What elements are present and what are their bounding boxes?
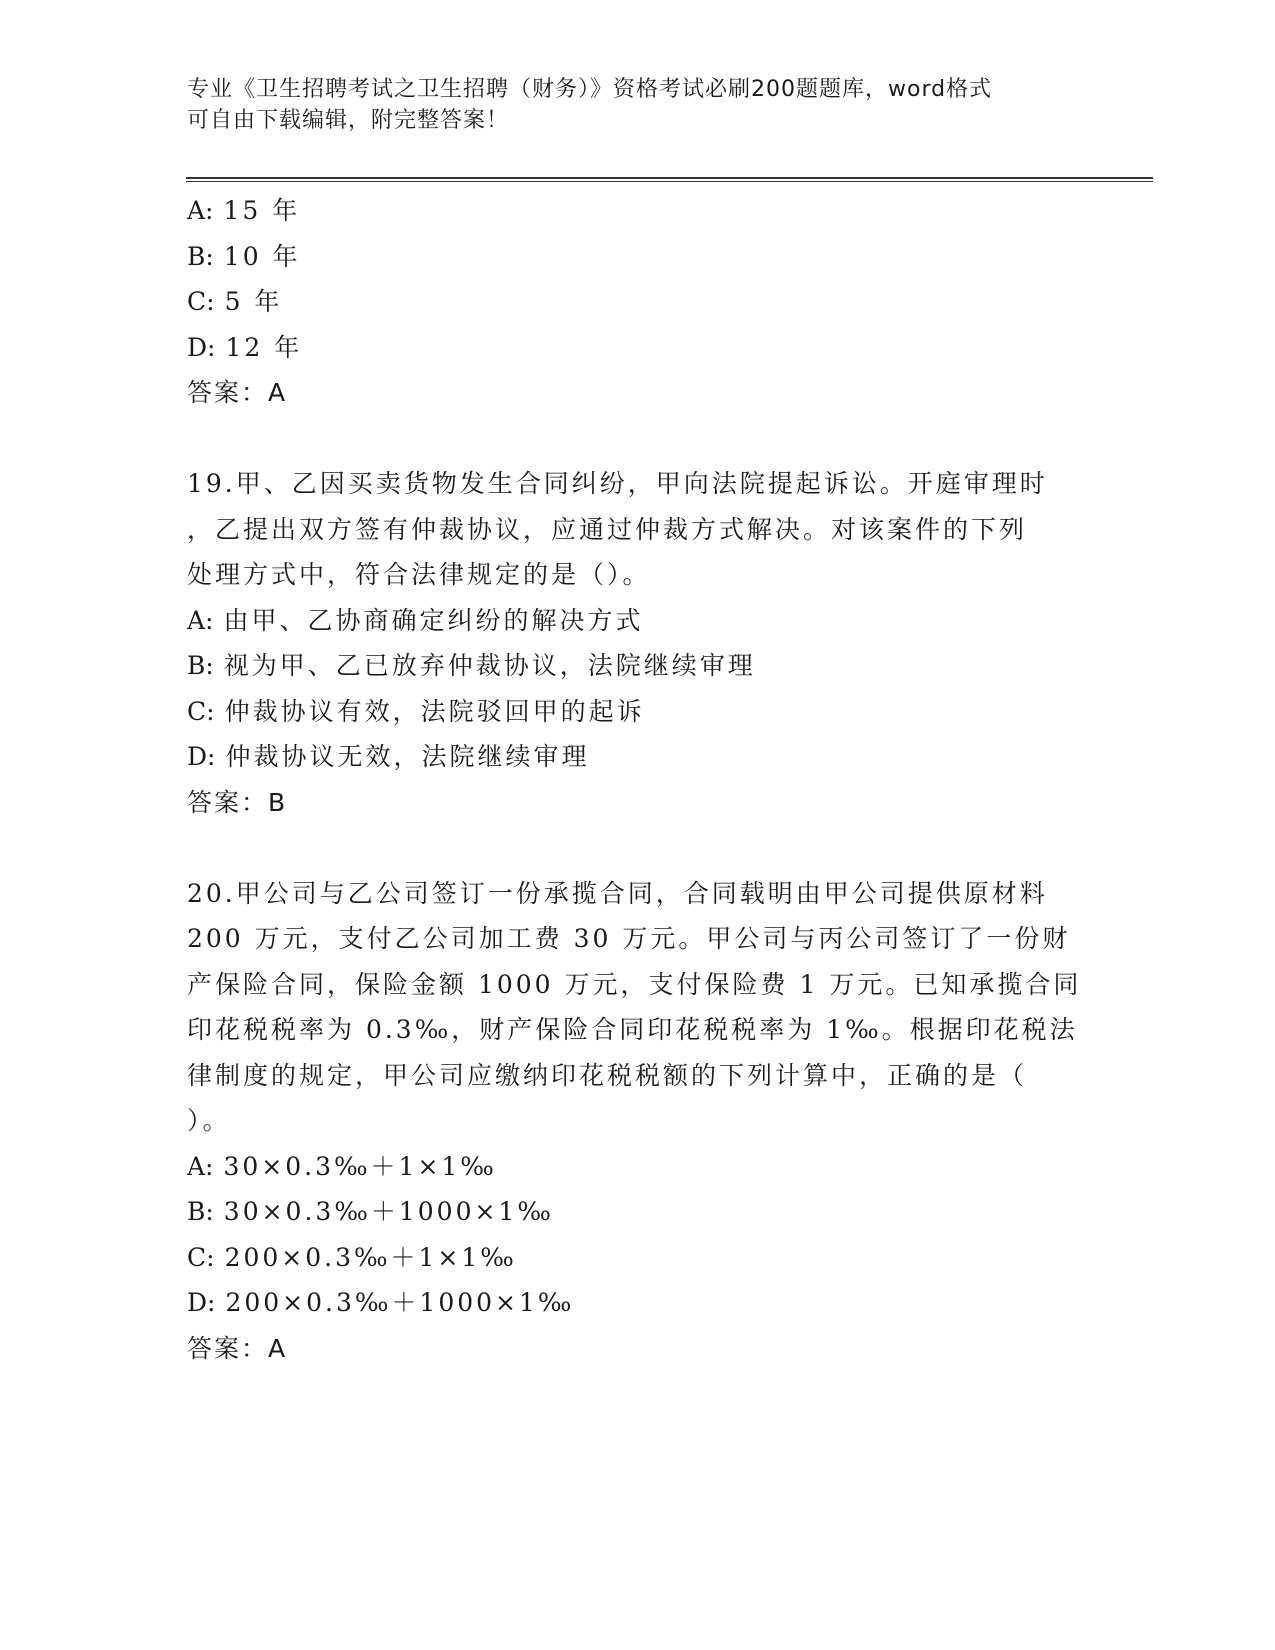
- question-stem-line: ，乙提出双方签有仲裁协议，应通过仲裁方式解决。对该案件的下列: [187, 514, 1028, 544]
- header-line-1: 专业《卫生招聘考试之卫生招聘（财务）》资格考试必刷200题题库，word格式: [187, 77, 993, 102]
- option-d: D: 200×0.3‰＋1000×1‰: [187, 1288, 575, 1317]
- question-18-answer: 答案：A: [187, 378, 288, 407]
- header-divider-thick: [186, 177, 1153, 179]
- question-18-options: [187, 188, 1087, 370]
- question-stem-line: 产保险合同，保险金额 1000 万元，支付保险费 1 万元。已知承揽合同: [187, 969, 1082, 999]
- spacer: [187, 825, 1087, 871]
- header-line-2: 可自由下载编辑，附完整答案！: [187, 108, 510, 133]
- question-stem-line: ）。: [187, 1106, 231, 1135]
- question-20-answer: 答案：A: [187, 1333, 288, 1363]
- question-stem-line: 19.甲、乙因买卖货物发生合同纠纷，甲向法院提起诉讼。开庭审理时: [187, 469, 1048, 498]
- option-b: B: 30×0.3‰＋1000×1‰: [187, 1197, 554, 1226]
- header-divider-thin: [186, 181, 1153, 182]
- option-c: C: 200×0.3‰＋1×1‰: [187, 1242, 517, 1272]
- question-stem-line: 200 万元，支付乙公司加工费 30 万元。甲公司与丙公司签订了一份财: [187, 924, 1071, 953]
- option-d: D: 12 年: [187, 332, 303, 362]
- question-stem-line: 律制度的规定，甲公司应缴纳印花税税额的下列计算中，正确的是（: [187, 1060, 1028, 1090]
- question-stem-line: 处理方式中，符合法律规定的是（）。: [187, 560, 651, 589]
- document-header: [187, 74, 1067, 136]
- question-19-stem: [187, 461, 1087, 598]
- option-b: B: 视为甲、乙已放弃仲裁协议，法院继续审理: [187, 651, 756, 680]
- option-a: A: 由甲、乙协商确定纠纷的解决方式: [187, 605, 644, 635]
- option-c: C: 5 年: [187, 287, 283, 316]
- question-19-answer: 答案：B: [187, 787, 288, 817]
- option-a: A: 15 年: [187, 196, 301, 225]
- option-d: D: 仲裁协议无效，法院继续审理: [187, 742, 590, 771]
- option-a: A: 30×0.3‰＋1×1‰: [187, 1151, 497, 1181]
- question-20-stem: [187, 871, 1087, 1144]
- question-stem-line: 印花税税率为 0.3‰，财产保险合同印花税税率为 1‰。根据印花税法: [187, 1015, 1078, 1044]
- question-stem-line: 20.甲公司与乙公司签订一份承揽合同，合同载明由甲公司提供原材料: [187, 878, 1048, 908]
- question-19-options: [187, 598, 1087, 780]
- option-c: C: 仲裁协议有效，法院驳回甲的起诉: [187, 696, 645, 726]
- spacer: [187, 416, 1087, 462]
- option-b: B: 10 年: [187, 241, 301, 271]
- question-content: [187, 188, 1087, 1371]
- question-20-options: [187, 1144, 1087, 1326]
